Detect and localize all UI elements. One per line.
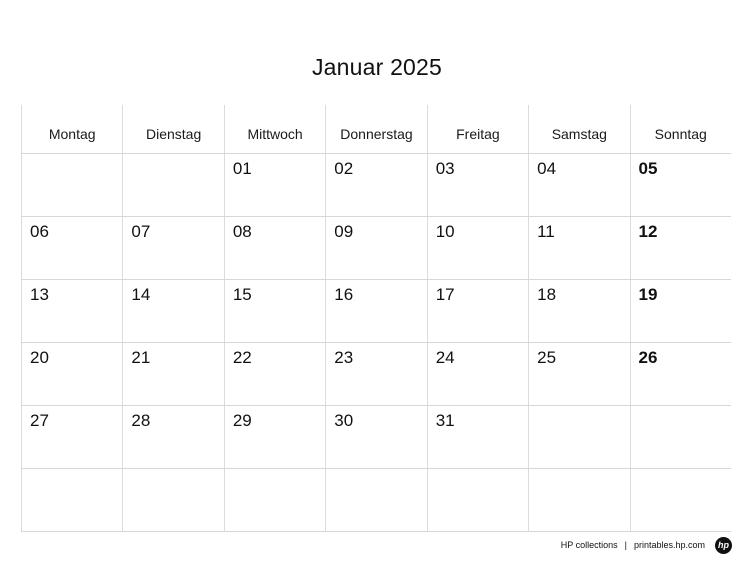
day-number: 04 xyxy=(537,159,557,178)
weekday-saturday: Samstag xyxy=(529,105,630,153)
day-cell xyxy=(326,343,427,405)
day-number: 23 xyxy=(334,348,354,367)
day-cell xyxy=(225,469,326,531)
day-number: 11 xyxy=(537,222,555,241)
day-number: 05 xyxy=(638,159,658,178)
day-number: 03 xyxy=(435,159,455,178)
day-number: 24 xyxy=(435,348,455,367)
day-number: 30 xyxy=(334,411,354,430)
day-number: 02 xyxy=(334,159,354,178)
day-number: 31 xyxy=(435,411,455,430)
day-cell xyxy=(631,154,731,216)
week-row xyxy=(21,468,731,531)
day-cell xyxy=(123,469,224,531)
day-cell xyxy=(428,154,529,216)
day-number: 07 xyxy=(131,222,151,241)
week-row xyxy=(21,216,731,279)
day-number: 15 xyxy=(232,285,252,304)
day-number: 17 xyxy=(435,285,455,304)
day-number: 13 xyxy=(30,285,49,304)
day-cell xyxy=(428,217,529,279)
day-cell xyxy=(326,280,427,342)
day-number: 20 xyxy=(30,348,49,367)
calendar-grid xyxy=(21,105,731,532)
day-cell xyxy=(326,217,427,279)
day-cell xyxy=(21,154,123,216)
day-number: 01 xyxy=(232,159,252,178)
day-number: 19 xyxy=(638,285,658,304)
day-cell xyxy=(631,469,731,531)
weekday-thursday: Donnerstag xyxy=(326,105,427,153)
day-number: 09 xyxy=(334,222,354,241)
weekday-friday: Freitag xyxy=(428,105,529,153)
day-cell xyxy=(529,280,630,342)
footer-separator: | xyxy=(624,540,627,550)
day-cell xyxy=(225,280,326,342)
footer xyxy=(561,536,732,554)
day-cell xyxy=(428,280,529,342)
day-cell xyxy=(631,343,731,405)
day-cell xyxy=(21,406,123,468)
day-cell xyxy=(123,217,224,279)
weekday-sunday: Sonntag xyxy=(654,126,707,142)
day-cell xyxy=(225,217,326,279)
day-cell xyxy=(21,469,123,531)
day-number: 16 xyxy=(334,285,354,304)
day-cell xyxy=(123,406,224,468)
day-number: 26 xyxy=(638,348,658,367)
weeks-container xyxy=(21,153,731,531)
day-cell xyxy=(123,280,224,342)
day-cell xyxy=(529,154,630,216)
day-number: 06 xyxy=(30,222,49,241)
day-cell xyxy=(631,406,731,468)
day-cell xyxy=(326,154,427,216)
day-cell xyxy=(21,217,123,279)
weekday-monday: Montag xyxy=(21,105,123,153)
day-number: 25 xyxy=(537,348,557,367)
day-number: 14 xyxy=(131,285,151,304)
day-number: 10 xyxy=(435,222,455,241)
day-cell xyxy=(529,406,630,468)
day-cell xyxy=(123,154,224,216)
hp-logo-icon: hp xyxy=(715,537,732,554)
day-cell xyxy=(428,343,529,405)
day-cell xyxy=(326,469,427,531)
weekday-header-row xyxy=(21,105,731,153)
weekday-tuesday: Dienstag xyxy=(123,105,224,153)
day-cell xyxy=(225,406,326,468)
footer-brand: HP collections xyxy=(560,540,618,550)
day-number: 12 xyxy=(638,222,658,241)
day-number: 08 xyxy=(232,222,252,241)
day-cell xyxy=(326,406,427,468)
day-cell xyxy=(529,343,630,405)
day-cell xyxy=(428,406,529,468)
day-cell xyxy=(428,469,529,531)
calendar-title: Januar 2025 xyxy=(311,54,443,80)
day-cell xyxy=(21,280,123,342)
day-number: 21 xyxy=(131,348,151,367)
day-number: 27 xyxy=(30,411,49,430)
week-row xyxy=(21,342,731,405)
weekday-wednesday: Mittwoch xyxy=(225,105,326,153)
week-row xyxy=(21,405,731,468)
day-cell xyxy=(529,217,630,279)
day-number: 18 xyxy=(537,285,557,304)
day-number: 28 xyxy=(131,411,151,430)
day-cell xyxy=(225,343,326,405)
week-row xyxy=(21,279,731,342)
day-cell xyxy=(225,154,326,216)
week-row xyxy=(21,153,731,216)
day-cell xyxy=(631,217,731,279)
day-cell xyxy=(21,343,123,405)
footer-site-link[interactable]: printables.hp.com xyxy=(633,540,705,550)
day-number: 29 xyxy=(232,411,252,430)
day-cell xyxy=(123,343,224,405)
day-cell xyxy=(631,280,731,342)
day-number: 22 xyxy=(232,348,252,367)
day-cell xyxy=(529,469,630,531)
